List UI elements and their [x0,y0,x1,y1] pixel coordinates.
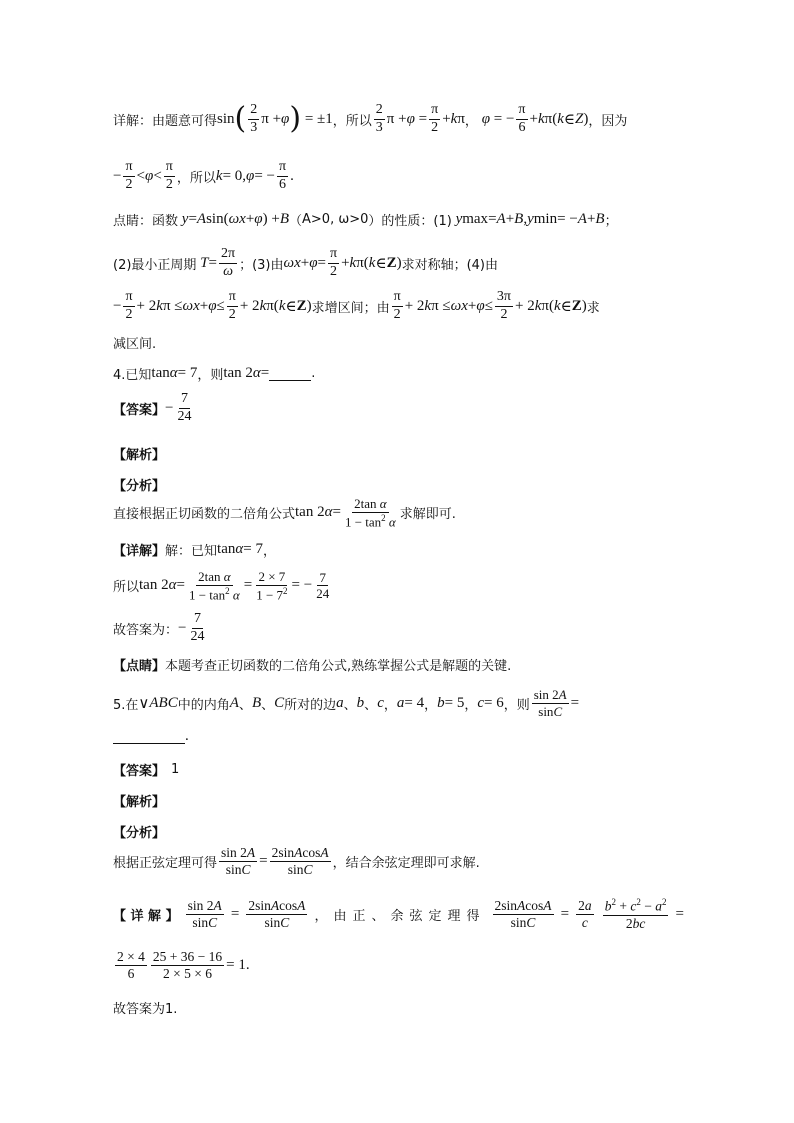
q4-method: 直接根据正切函数的二倍角公式 tan 2 α = $\frac{\text{2tan α}}{1 - \tan^2 \alpha}$ 求解即可. [113,496,456,529]
text: ， [464,113,478,129]
text: 详解：由题意可得 [113,113,218,129]
text: 点睛：函数 [113,214,179,229]
text: 本题考查正切函数的二倍角公式,熟练掌握公式是解题的关键. [165,659,512,674]
text: 直接根据正切函数的二倍角公式 [113,507,296,523]
text: ， [383,697,397,713]
section-label: 【 详 解 】 [113,908,179,924]
section-label: 【点睛】 [113,659,166,674]
section-label: 【解析】 [113,448,166,463]
q5-method: 根据正弦定理可得 $\frac{\sin 2A}{\sin C}$ = $\frac{\text{2sinAcosA}}{\sin C}$ ，结合余弦定理即可求解. [113,845,480,878]
q4-final: 故答案为： − $\frac{7}{24}$ [113,611,205,644]
q4-so: 所以 tan 2 α = $\frac{\text{2tan α}}{1 - \tan^2 \alpha}$ = $\frac{2 \times 7}{1 - 7^2}$ = − $\frac{7}{24}$ [113,569,330,602]
text: ，因为 [588,113,628,129]
text: 、 [261,697,275,713]
text: 减区间. [113,337,157,352]
section-label: 【分析】 [113,826,166,841]
text: ，结合余弦定理即可求解. [332,856,480,872]
question-number: 5.在 [113,697,139,713]
text: 、 [364,697,378,713]
text: (2)最小正周期 [113,257,197,273]
text: 中的内角 [177,697,230,713]
text: 根据正弦定理可得 [113,856,218,872]
text: . [311,366,316,381]
section-label: 【详解】 [113,544,166,559]
text: ）的性质：(1) [368,214,452,229]
q4-fenxi-label [113,475,684,494]
q4-analysis-label [113,444,684,463]
text: 求解即可. [399,507,456,523]
question-5: 5.在 ∨ ABC 中的内角 A 、 B 、 C 所对的边 a 、 b 、 c ， a = 4 ， b = 5 ， c = 6 ，则 $\frac{\sin 2A}{\sin C}$ = [113,687,580,719]
answer-label: 【答案】 [113,764,166,779]
q4-detail: 【详解】 解：已知 tan α = 7 ， [113,541,276,559]
q5-answer [113,760,684,779]
comment-line-2: (2)最小正周期 T = $\frac{2\pi}{\omega}$ ；(3)由 ωx + φ = $\frac{\pi}{2}$ + k π( k ∈ Z ) 求对称轴；(4)由 [113,246,498,279]
comment-line-3: − $\frac{\pi}{2}$ + 2 k π ≤ ωx + φ ≤ $\frac{\pi}{2}$ + 2 k π( k ∈ Z ) 求增区间；由 $\frac{\pi}{2}$ + 2 k π ≤ ωx + φ ≤ $\frac{3\pi}{2}$ + 2 k π( k ∈ Z ) 求 [113,289,600,322]
text: 求增区间；由 [311,300,390,316]
comment-line-4 [113,333,684,352]
text: 、 [238,697,252,713]
q5-fenxi-label [113,822,684,841]
text: 所对的边 [284,697,337,713]
text: A>0, ω>0 [302,212,369,227]
answer-blank [113,729,185,744]
q5-blank-line: . [113,728,684,745]
text: ，所以 [332,113,372,129]
question-number: 4.已知 [113,368,152,383]
text: ；(3)由 [239,257,284,273]
text: 求对称轴；(4)由 [401,257,498,273]
text: 求 [586,300,600,316]
question-4: 4.已知 tan α = 7 ，则 tan 2 α = . [113,365,316,383]
text: （ [289,214,303,229]
text: ， [464,697,478,713]
answer-value: 1 [171,762,180,777]
text: 故答案为1. [113,1002,178,1017]
text: ，则 [503,697,530,713]
q4-answer: 【答案】 − $\frac{7}{24}$ [113,391,192,424]
q5-detail: 【 详 解 】 $\frac{\sin 2A}{\sin C}$ = $\frac{\text{2sinAcosA}}{\sin C}$ ，由正、余弦定理得 $\frac{\text{2sinAcosA}}{\sin C}$ = $\frac{2a}{c}$ $\frac{b^2 + c^2 - a^2}{2bc}$ = [113,897,684,931]
answer-blank [269,366,311,381]
detail-line-1: 详解：由题意可得 sin ( $\frac{2}{3}$ π + φ ) = ±1 ，所以 $\frac{2}{3}$ π + φ = $\frac{\pi}{2}$ + k π ， φ = − $\frac{\pi}{6}$ + k π( k ∈ Z ) ，因为 [113,101,628,137]
text: 故答案为： [113,622,179,638]
answer-label: 【答案】 [113,402,166,418]
text: ， [424,697,438,713]
text: 所以 [113,580,140,596]
text: 、 [343,697,357,713]
text: ， [262,544,276,559]
q5-analysis-label [113,791,684,810]
text: ，则 [197,368,224,383]
detail-line-2: − $\frac{\pi}{2}$ < φ < $\frac{\pi}{2}$ ，所以 k = 0, φ = − $\frac{\pi}{6}$ . [113,159,294,192]
comment-line-1: 点睛：函数 y = A sin( ωx + φ ) + B （ A>0, ω>0 ）的性质：(1) y max = A + B , y min = − A + B ； [113,211,618,229]
section-label: 【分析】 [113,479,166,494]
section-label: 【解析】 [113,795,166,810]
q5-final [113,998,684,1017]
text: ，所以 [176,170,216,186]
q5-calc: $\frac{2 \times 4}{6}$ $\frac{25 + 36 - 16}{2 \times 5 \times 6}$ = 1. [117,949,250,982]
text: ，由正、余弦定理得 [314,908,486,924]
text: 解：已知 [165,544,218,559]
q4-comment [113,655,684,674]
text: ； [604,214,618,229]
